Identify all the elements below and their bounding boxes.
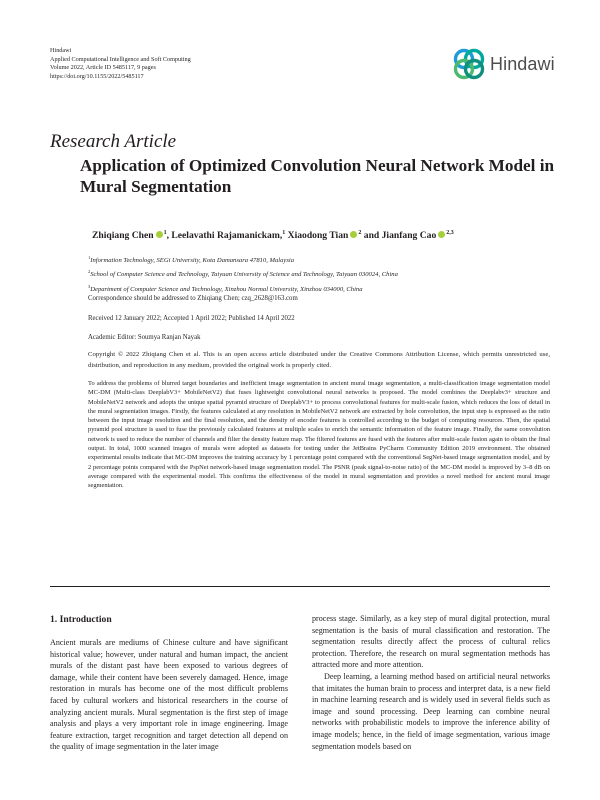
publisher-name: Hindawi xyxy=(50,47,72,54)
paper-title: Application of Optimized Convolution Neural Network Model in Mural Segmentation xyxy=(80,156,555,196)
author-name[interactable]: and Jianfang Cao xyxy=(363,230,437,242)
orcid-icon[interactable] xyxy=(350,231,357,238)
orcid-icon[interactable] xyxy=(438,231,445,238)
abstract: To address the problems of blurred target boundaries and inefficient image segmentation in ancient mural image segmentation, a multi-classification image segmentation model MC-DM (Multi-class DeeplabV3+ MobileNetV2) that fuses lightweight convolutional neural networks is proposed. The model combines the Deeplabv3+ structure and MobileNetV2 network and adopts the unique spatial pyramid structure of DeeplabV3+ to process convolutional features for multi-scale fusion, which reduces the loss of detail in the mural segmentation images. Firstly, the features calculated at any resolution in MobileNetV2 network are extracted by hole convolution, the input step is expressed as the ratio between the input image resolution and the final resolution, and the density of encoder features is controlled according to the budget of computing resources. Then, the spatial pyramid pool structure is used to fuse the previously calculated features at multiple scales to enrich the semantic information of the feature image. Finally, the same convolution network is used to reduce the number of channels and filter the density feature map. The filtered features are fused with the features after multi-scale fusion again to obtain the final output. In total, 1000 scanned images of murals were adopted as datasets for testing under the JetBrains PyCharm Community Edition 2019 environment. The obtained experimental results indicate that MC-DM improves the training accuracy by 1 percentage point compared with the conventional SegNet-based image segmentation model, and by 2 percentage points compared with the PspNet network-based image segmentation model. The PSNR (peak signal-to-noise ratio) of the MC-DM model is improved by 3–8 dB on average compared with the experimental model. This confirms the effectiveness of the model in mural segmentation and provides a novel method for ancient mural image segmentation. xyxy=(88,380,550,490)
body-column-left xyxy=(50,637,288,753)
paragraph: Ancient murals are mediums of Chinese culture and have significant historical value; however, under natural and human impact, the ancient murals of the distant past have been exposed to various degrees of damage, while their content have been severely damaged. Hence, image restoration in murals has become one of the most difficult problems faced by cultural workers and historical researchers in the course of analyzing ancient murals. Mural segmentation is the first step of image analysis and plays a very important role in image engineering. Image feature extraction, target recognition and target detection all depend on the quality of image segmentation in the later image xyxy=(50,638,288,752)
affiliation: $^2$School of Computer Science and Technology, Taiyuan University of Science and Technology, Taiyuan 030024, China xyxy=(88,269,398,279)
doi-link[interactable]: https://doi.org/10.1155/2022/5485117 xyxy=(50,72,144,80)
orcid-icon[interactable] xyxy=(156,231,163,238)
logo-text: Hindawi xyxy=(490,53,555,74)
author-sup: 1 xyxy=(282,230,286,236)
author-sup: 1 xyxy=(163,230,167,236)
author-list: Zhiqiang Chen $^1$, Leelavathi Rajamanickam,$^1$ Xiaodong Tian $^2$ and Jianfang Cao $^{2,3}$ xyxy=(92,230,454,242)
affiliations xyxy=(88,252,398,295)
author-name[interactable]: Zhiqiang Chen xyxy=(92,230,154,242)
hindawi-rings-icon xyxy=(452,47,486,81)
dates-line: Received 12 January 2022; Accepted 1 April 2022; Published 14 April 2022 xyxy=(88,315,295,322)
divider xyxy=(50,586,550,587)
hindawi-logo[interactable] xyxy=(452,44,556,84)
copyright-notice: Copyright © 2022 Zhiqiang Chen et al. This is an open access article distributed under the Creative Commons Attribution License, which permits unrestricted use, distribution, and reproduction in any medium, provided the original work is properly cited. xyxy=(88,351,550,369)
academic-editor: Academic Editor: Soumya Ranjan Nayak xyxy=(88,334,201,341)
paragraph: process stage. Similarly, as a key step of mural digital protection, mural segmentation is the basis of mural classification and restoration. The segmentation results directly affect the process of cultural relics protection. Therefore, the research on mural segmentation methods has attracted more and more attention. xyxy=(312,614,550,670)
affiliation: $^3$Department of Computer Science and Technology, Xinzhou Normal University, Xinzhou 034000, China xyxy=(88,283,363,294)
correspondence: Correspondence should be addressed to Zhiqiang Chen; czq_2628@163.com xyxy=(88,295,298,302)
author-name[interactable]: Xiaodong Tian xyxy=(287,230,349,242)
paragraph: Deep learning, a learning method based on artificial neural networks that imitates the human brain to process and interpret data, is a new field in machine learning research and is widely used in several fields such as image and sound processing. Deep learning can combine neural networks with probabilistic models to improve the inference ability of image models; hence, in the field of image segmentation, various image segmentation models based on xyxy=(312,671,550,751)
author-sup: 2 xyxy=(358,230,362,236)
journal-name: Applied Computational Intelligence and Soft Computing xyxy=(50,55,191,63)
article-type: Research Article xyxy=(50,131,177,152)
body-column-right xyxy=(312,613,550,752)
author-name[interactable]: Leelavathi Rajamanickam, xyxy=(171,230,283,242)
author-sup: 2,3 xyxy=(446,230,454,236)
section-heading: 1. Introduction xyxy=(50,614,112,625)
volume-line: Volume 2022, Article ID 5485117, 9 pages xyxy=(50,64,156,72)
journal-info xyxy=(50,47,191,81)
affiliation: $^1$Information Technology, SEGi University, Kota Damansara 47810, Malaysia xyxy=(88,255,295,265)
